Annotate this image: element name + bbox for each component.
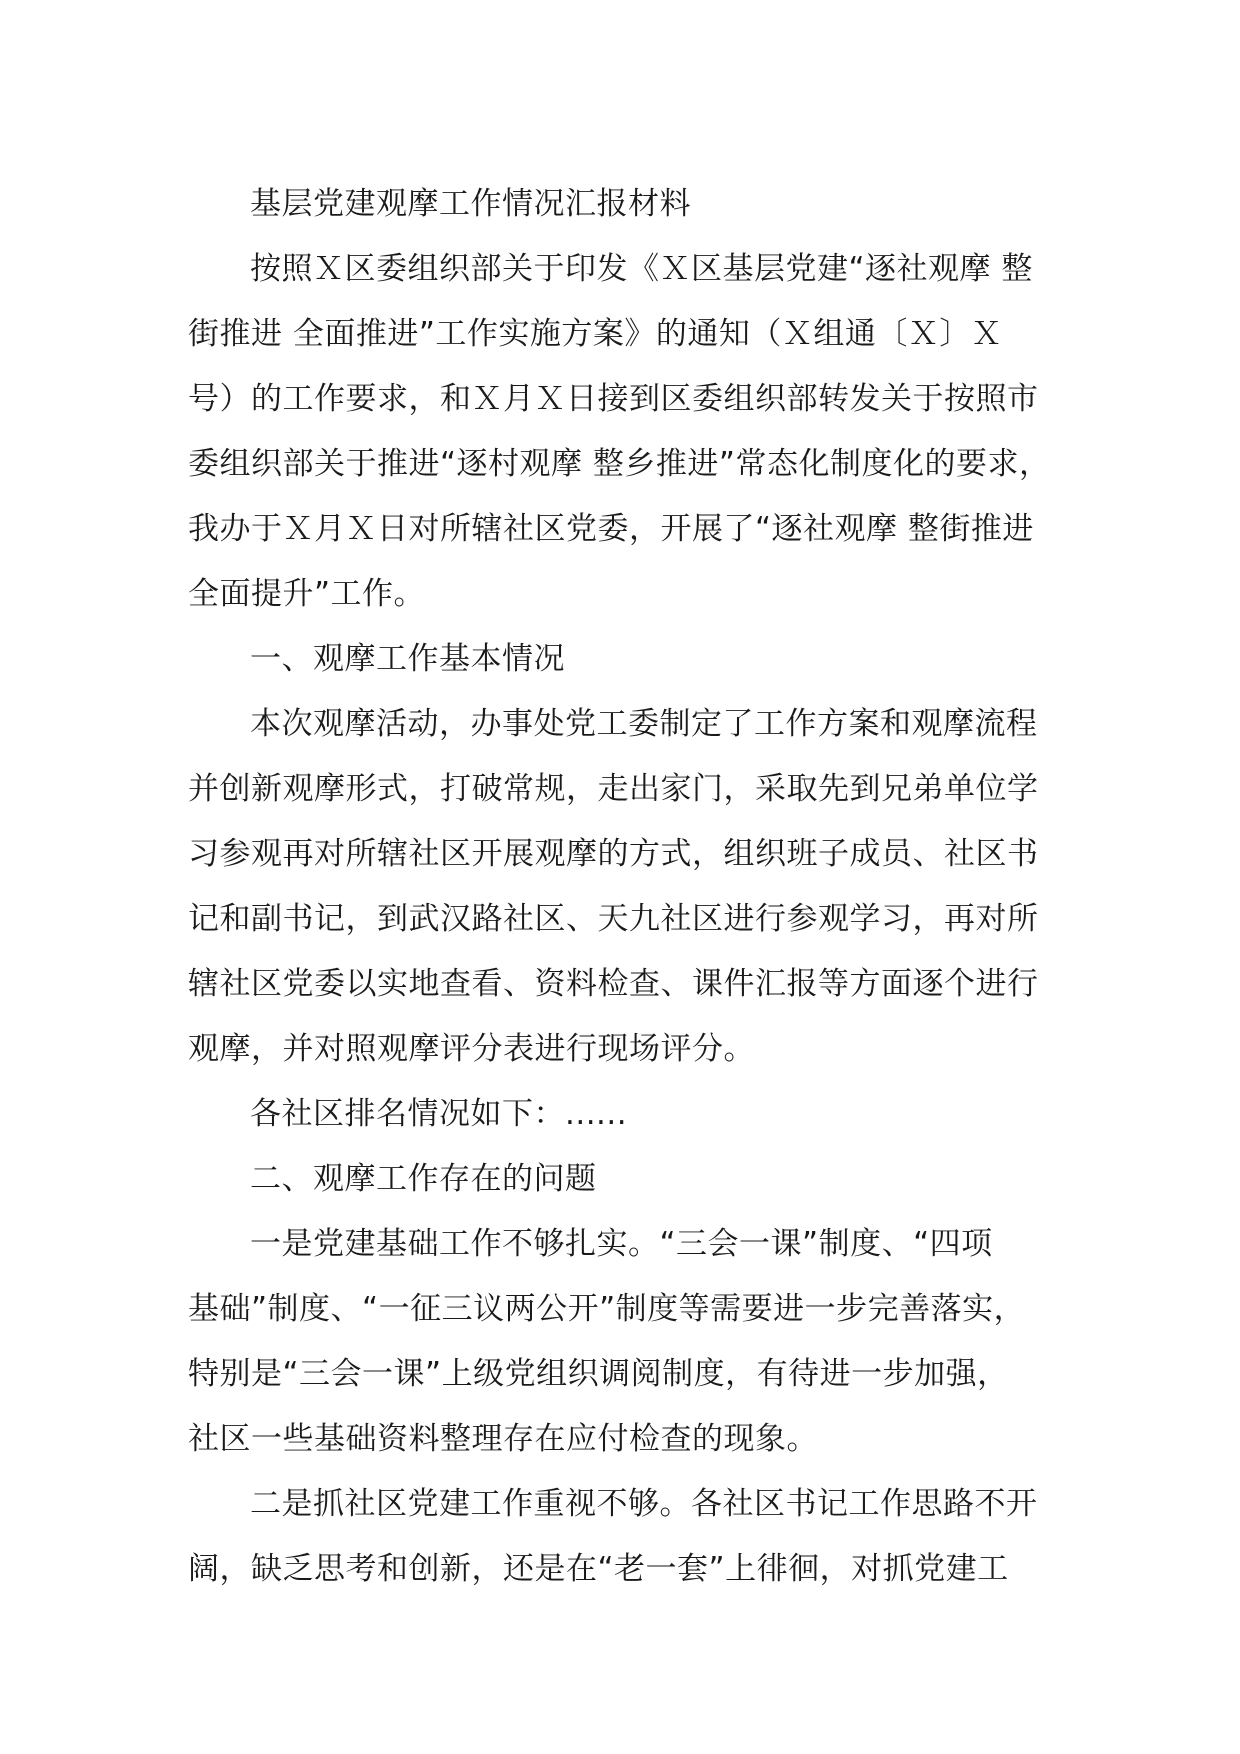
section-heading: 一、观摩工作基本情况 xyxy=(250,641,565,677)
document-body xyxy=(188,172,1088,1602)
text-line: 一是党建基础工作不够扎实。“三会一课”制度、“四项 xyxy=(250,1226,993,1262)
text-line: 基础”制度、“一征三议两公开”制度等需要进一步完善落实， xyxy=(188,1291,1026,1327)
text-line: 号）的工作要求，和Ｘ月Ｘ日接到区委组织部转发关于按照市 xyxy=(188,381,1039,417)
section-heading: 二、观摩工作存在的问题 xyxy=(250,1161,597,1197)
text-line: 街推进 全面推进”工作实施方案》的通知（Ｘ组通〔Ｘ〕Ｘ xyxy=(188,316,1003,352)
text-line: 社区一些基础资料整理存在应付检查的现象。 xyxy=(188,1421,818,1457)
text-line: 观摩，并对照观摩评分表进行现场评分。 xyxy=(188,1031,755,1067)
document-title: 基层党建观摩工作情况汇报材料 xyxy=(250,186,691,222)
text-line: 辖社区党委以实地查看、资料检查、课件汇报等方面逐个进行 xyxy=(188,966,1039,1002)
text-line: 特别是“三会一课”上级党组织调阅制度，有待进一步加强， xyxy=(188,1356,1009,1392)
text-line: 习参观再对所辖社区开展观摩的方式，组织班子成员、社区书 xyxy=(188,836,1039,872)
text-line: 记和副书记，到武汉路社区、天九社区进行参观学习，再对所 xyxy=(188,901,1039,937)
text-line: 并创新观摩形式，打破常规，走出家门，采取先到兄弟单位学 xyxy=(188,771,1039,807)
text-line: 全面提升”工作。 xyxy=(188,576,426,612)
text-line: 委组织部关于推进“逐村观摩 整乡推进”常态化制度化的要求， xyxy=(188,446,1051,482)
text-line: 我办于Ｘ月Ｘ日对所辖社区党委，开展了“逐社观摩 整街推进 xyxy=(188,511,1034,547)
text-line: 本次观摩活动，办事处党工委制定了工作方案和观摩流程 xyxy=(250,706,1038,742)
text-line: 二是抓社区党建工作重视不够。各社区书记工作思路不开 xyxy=(250,1486,1038,1522)
text-line: 按照Ｘ区委组织部关于印发《Ｘ区基层党建“逐社观摩 整 xyxy=(250,251,1033,287)
text-line: 阔，缺乏思考和创新，还是在“老一套”上徘徊，对抓党建工 xyxy=(188,1551,1009,1587)
text-line: 各社区排名情况如下：...... xyxy=(250,1096,628,1132)
